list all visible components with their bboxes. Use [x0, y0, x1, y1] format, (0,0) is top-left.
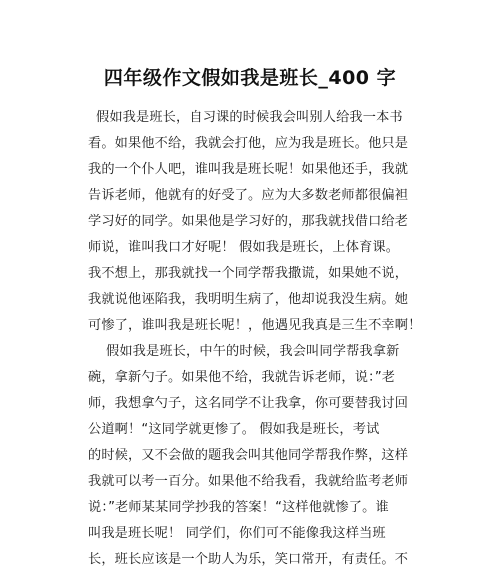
document-title: 四年级作文假如我是班长_400 字 [103, 67, 397, 89]
body-line: 我就说他诬陷我，我明明生病了，他却说我没生病。她 [88, 292, 409, 307]
body-line: 公道啊！“这同学就更惨了。 假如我是班长，考试 [88, 422, 380, 437]
body-line: 叫我是班长呢！ 同学们，你们可不能像我这样当班 [88, 526, 386, 541]
body-line: 师，我想拿勺子，这名同学不让我拿，你可要替我讨回 [88, 396, 409, 411]
body-line: 可惨了，谁叫我是班长呢！，他遇见我真是三生不幸啊！ [88, 318, 422, 333]
body-line: 的时候，又不会做的题我会叫其他同学帮我作弊，这样 [88, 448, 409, 463]
body-line: 师说，谁叫我口才好呢！ 假如我是班长，上体育课。 [88, 240, 400, 255]
body-line: 假如我是班长，自习课的时候我会叫别人给我一本书 [96, 110, 403, 125]
body-line: 我不想上，那我就找一个同学帮我撒谎，如果她不说， [88, 266, 409, 281]
body-line: 长，班长应该是一个助人为乐，笑口常开，有责任。不 [88, 552, 409, 566]
body-line: 我的一个仆人吧，谁叫我是班长呢！如果他还手，我就 [88, 162, 409, 177]
body-line: 告诉老师，他就有的好受了。应为大多数老师都很偏袒 [88, 188, 409, 203]
body-line: 看。如果他不给，我就会打他，应为我是班长。他只是 [88, 136, 409, 151]
body-line: 说：”老师某某同学抄我的答案！“这样他就惨了。谁 [88, 500, 389, 515]
body-line: 我就可以考一百分。如果他不给我看，我就给监考老师 [88, 474, 409, 489]
body-line: 碗，拿新勺子。如果他不给，我就告诉老师，说：”老 [88, 370, 396, 385]
body-line: 学习好的同学。如果他是学习好的，那我就找借口给老 [88, 214, 409, 229]
body-line: 假如我是班长，中午的时候，我会叫同学帮我拿新 [106, 344, 400, 359]
